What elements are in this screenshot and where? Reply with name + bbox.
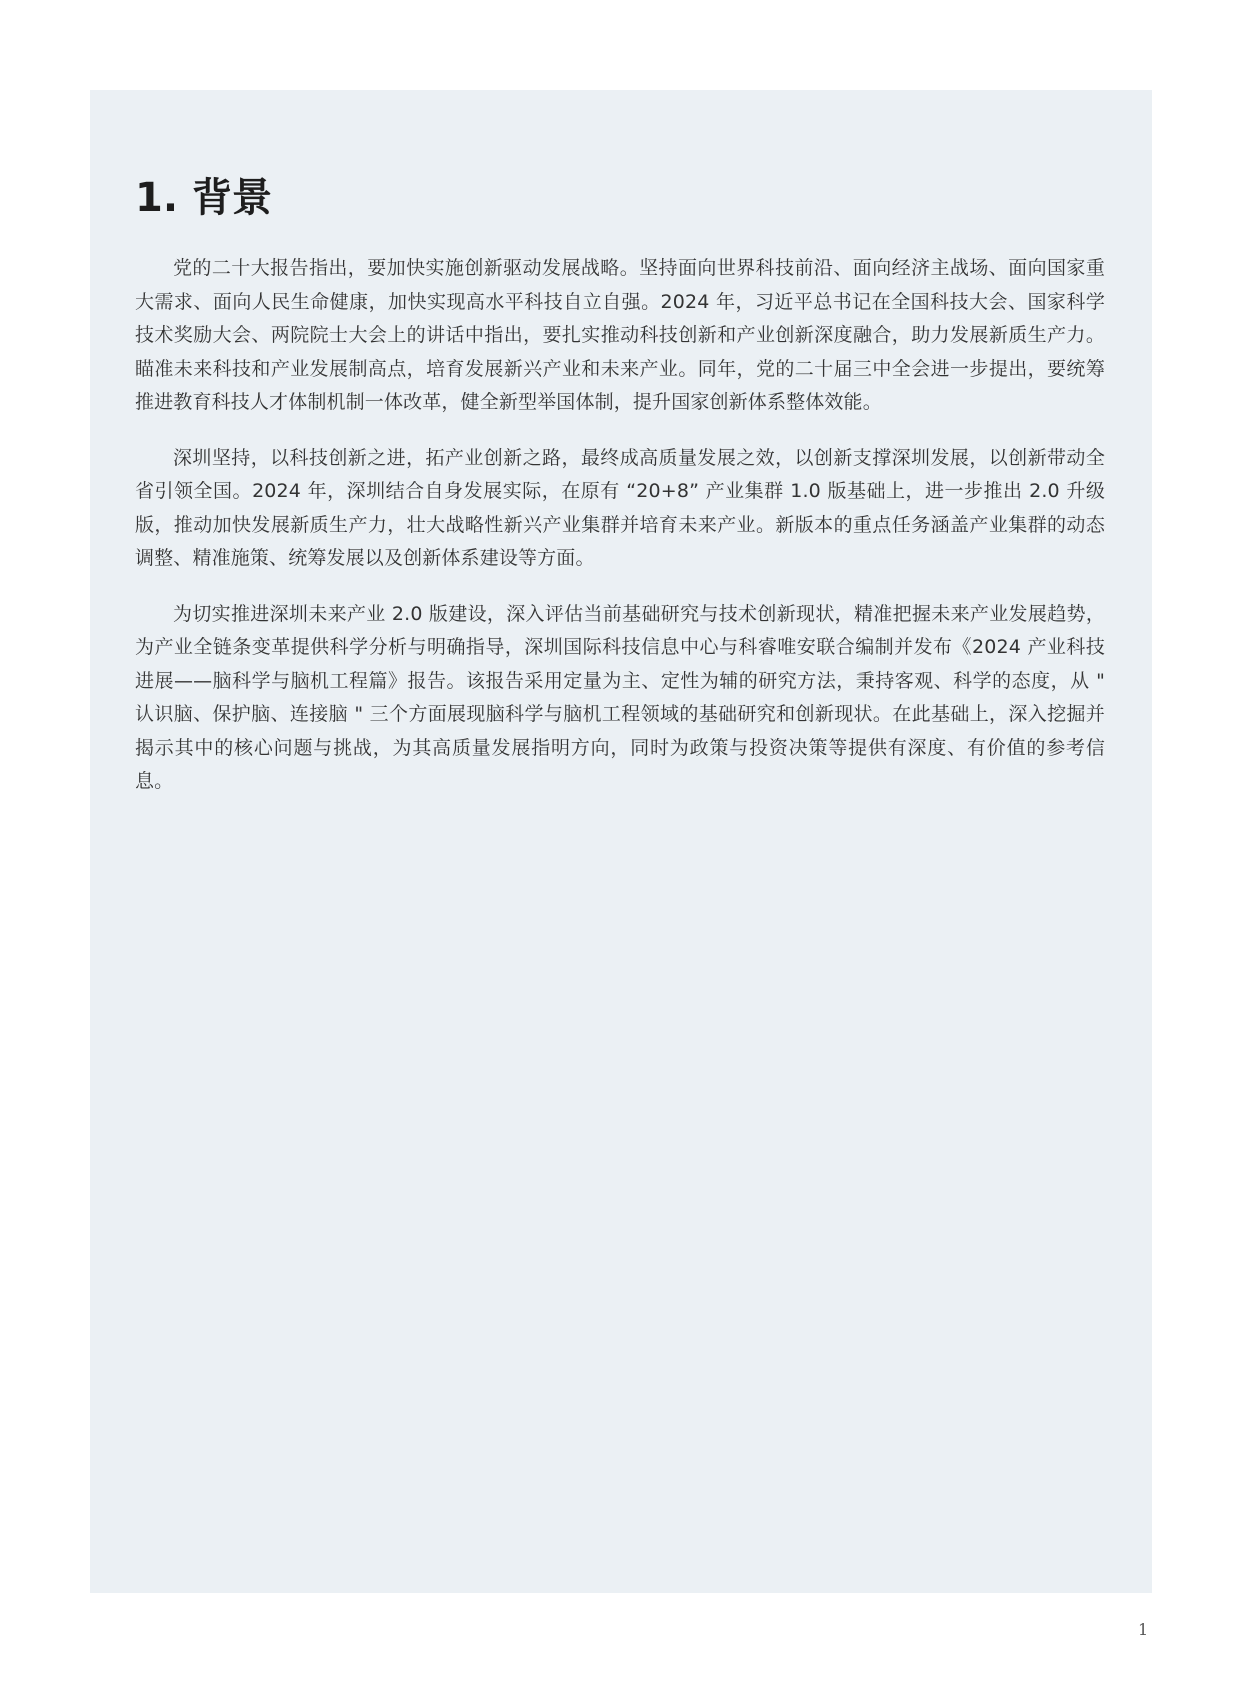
- paragraph-policy-background: 党的二十大报告指出，要加快实施创新驱动发展战略。坚持面向世界科技前沿、面向经济主战场、面向国家重大需求、面向人民生命健康，加快实现高水平科技自立自强。2024 年，习近平总书记在全国科技大会、国家科学技术奖励大会、两院院士大会上的讲话中指出，要扎实推动科技创新和产业创新深度融合，助力发展新质生产力。瞄准未来科技和产业发展制高点，培育发展新兴产业和未来产业。同年，党的二十届三中全会进一步提出，要统筹推进教育科技人才体制机制一体改革，健全新型举国体制，提升国家创新体系整体效能。: [135, 257, 1105, 413]
- body-text: [135, 252, 1105, 821]
- section-heading: 1. 背景: [135, 175, 272, 221]
- paragraph-shenzhen-strategy: 深圳坚持，以科技创新之进，拓产业创新之路，最终成高质量发展之效，以创新支撑深圳发展，以创新带动全省引领全国。2024 年，深圳结合自身发展实际，在原有 “20+8” 产业集群 1.0 版基础上，进一步推出 2.0 升级版，推动加快发展新质生产力，壮大战略性新兴产业集群并培育未来产业。新版本的重点任务涵盖产业集群的动态调整、精准施策、统筹发展以及创新体系建设等方面。: [135, 446, 1105, 569]
- page-number: 1: [1138, 1620, 1149, 1639]
- paragraph-report-purpose: 为切实推进深圳未来产业 2.0 版建设，深入评估当前基础研究与技术创新现状，精准把握未来产业发展趋势，为产业全链条变革提供科学分析与明确指导，深圳国际科技信息中心与科睿唯安联合编制并发布《2024 产业科技进展——脑科学与脑机工程篇》报告。该报告采用定量为主、定性为辅的研究方法，秉持客观、科学的态度，从 " 认识脑、保护脑、连接脑 " 三个方面展现脑科学与脑机工程领域的基础研究和创新现状。在此基础上，深入挖掘并揭示其中的核心问题与挑战，为其高质量发展指明方向，同时为政策与投资决策等提供有深度、有价值的参考信息。: [135, 602, 1105, 792]
